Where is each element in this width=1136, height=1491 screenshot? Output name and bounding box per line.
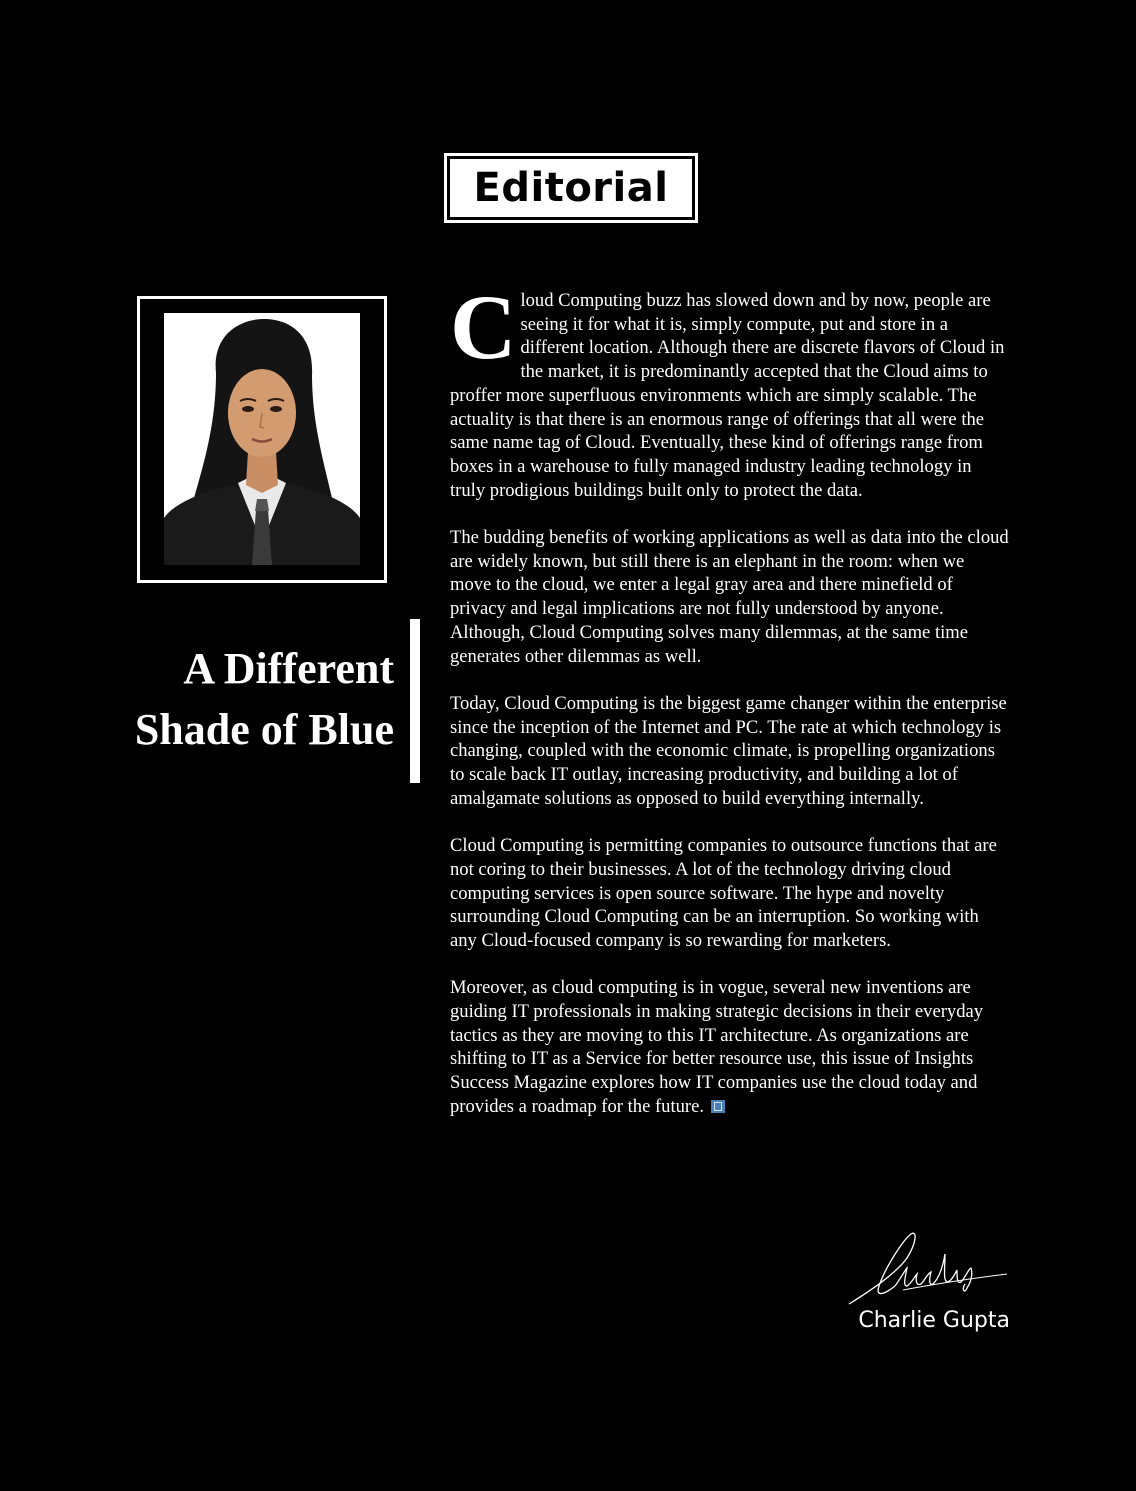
article-paragraph-4: Cloud Computing is permitting companies to outsource functions that are not coring to their businesses. A lot of the technology driving cloud computing services is open source software. The hype and novelty surrounding Cloud Computing can be an interruption. So working with any Cloud-focused company is so rewarding for marketers. <box>450 835 997 951</box>
end-of-article-icon <box>711 1100 725 1113</box>
editorial-masthead <box>444 153 698 223</box>
headline-line-1: A Different <box>183 644 394 693</box>
portrait-frame <box>137 296 387 583</box>
masthead-box <box>450 159 692 217</box>
portrait-photo <box>164 313 360 565</box>
paragraph-1-text: loud Computing buzz has slowed down and by now, people are seeing it for what it is, simply compute, put and store in a different location. Although there are discrete flavors of Cloud in the market, it is predominantly accepted that the Cloud aims to proffer more superfluous environments which are simply scalable. The actuality is that there is an enormous range of offerings that all were the same name tag of Cloud. Eventually, these kind of offerings range from boxes in a warehouse to fully managed industry leading technology in truly prodigious buildings built only to protect the data. <box>450 290 1005 501</box>
article-paragraph-2: The budding benefits of working applications as well as data into the cloud are widely known, but still there is an elephant in the room: when we move to the cloud, we enter a legal gray area and there minefield of privacy and legal implications are not fully understood by anyone. Although, Cloud Computing solves many dilemmas, at the same time generates other dilemmas as well. <box>450 527 1009 667</box>
article-paragraph-5 <box>450 976 1010 1118</box>
article-paragraph-1 <box>450 276 1010 502</box>
signer-name: Charlie Gupta <box>858 1308 1010 1333</box>
article-headline <box>90 638 394 760</box>
portrait-illustration <box>164 313 360 565</box>
drop-cap: C <box>450 276 517 378</box>
headline-line-2: Shade of Blue <box>134 705 394 754</box>
article-body <box>450 276 1010 1142</box>
masthead-title: Editorial <box>473 165 669 211</box>
paragraph-5-text: Moreover, as cloud computing is in vogue, several new inventions are guiding IT professionals in making strategic decisions in their everyday tactics as they are moving to this IT architecture. As organizations are shifting to IT as a Service for better resource use, this issue of Insights Success Magazine explores how IT companies use the cloud today and provides a roadmap for the future. <box>450 977 984 1117</box>
headline-divider-bar <box>410 619 420 783</box>
handwritten-signature <box>845 1228 1010 1308</box>
article-paragraph-3: Today, Cloud Computing is the biggest game changer within the enterprise since the inception of the Internet and PC. The rate at which technology is changing, coupled with the economic climate, is propelling organizations to scale back IT outlay, increasing productivity, and building a lot of amalgamate solutions as opposed to build everything internally. <box>450 692 1007 809</box>
